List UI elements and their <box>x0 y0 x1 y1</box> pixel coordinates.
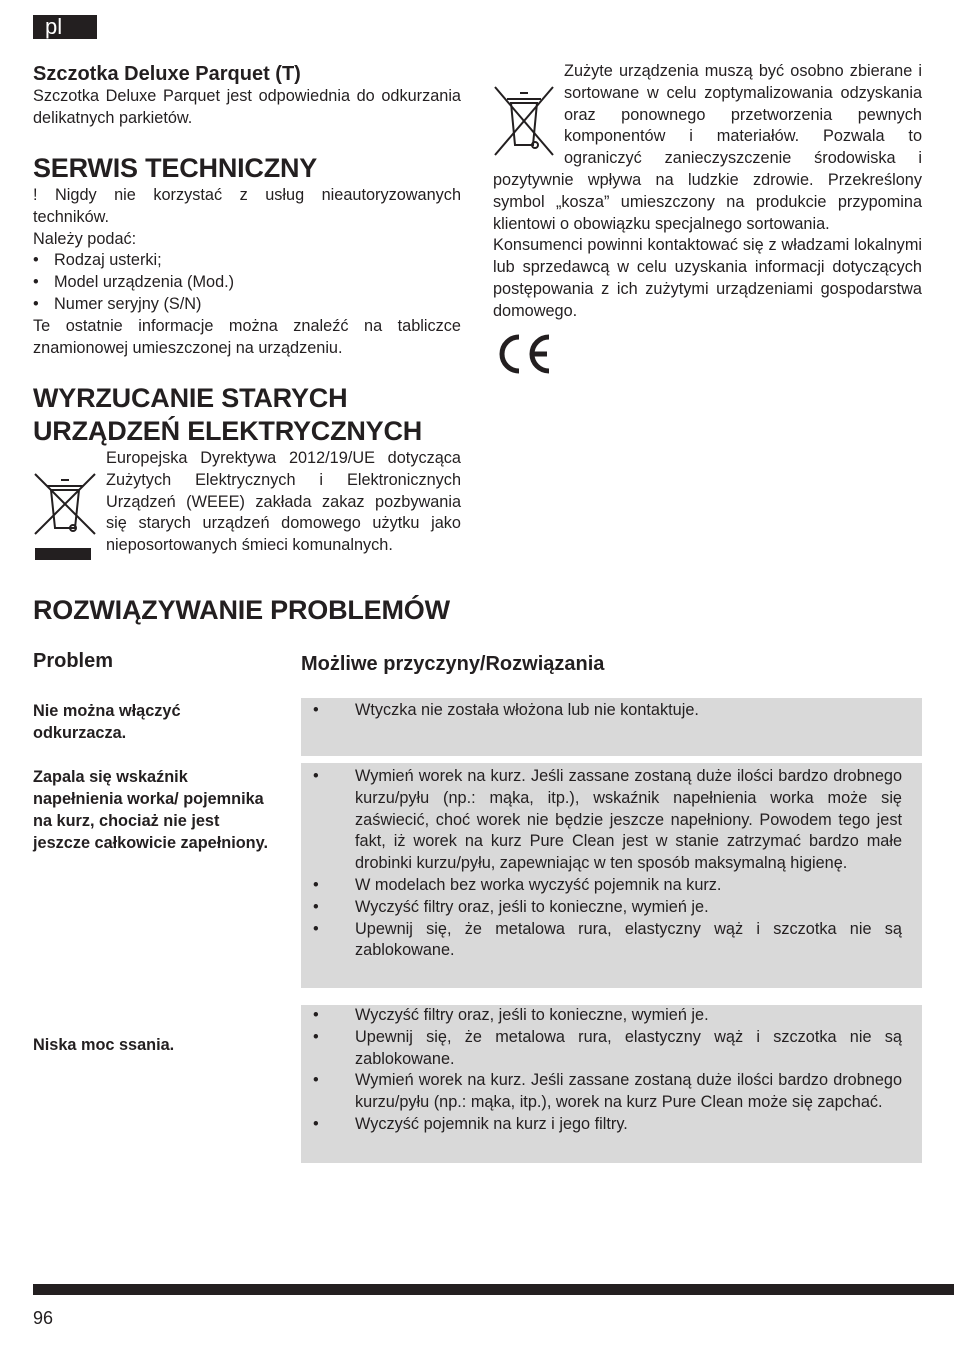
list-item: • Wymień worek na kurz. Jeśli zassane zostaną duże ilości bardzo drobnego kurzu/pyłu (np.: mąka, itp.), worek na kurz Pure Clean może się zapchać. <box>355 1070 902 1114</box>
brush-title: Szczotka Deluxe Parquet (T) <box>33 63 301 85</box>
list-item: • Upewnij się, że metalowa rura, elastyczny wąż i szczotka nie są zablokowane. <box>355 919 902 963</box>
brush-section <box>33 62 461 130</box>
list-item: • W modelach bez worka wyczyść pojemnik na kurz. <box>355 875 902 897</box>
list-item: • Numer seryjny (S/N) <box>33 294 461 316</box>
recycling-section <box>493 61 922 377</box>
list-item: • Wyczyść filtry oraz, jeśli to konieczne, wymień je. <box>355 897 902 919</box>
page-number: 96 <box>33 1308 54 1328</box>
solution-box <box>301 1005 922 1163</box>
service-provide: Należy podać: <box>33 229 137 248</box>
solution-box <box>301 763 922 988</box>
problem-cell: Niska moc ssania. <box>33 1036 175 1054</box>
list-item: • Wyczyść pojemnik na kurz i jego filtry. <box>355 1114 902 1136</box>
column-header-solutions: Możliwe przyczyny/Rozwiązania <box>301 653 605 675</box>
solution-list <box>355 1005 902 1136</box>
disposal-section <box>33 382 461 580</box>
list-item: • Wyczyść filtry oraz, jeśli to konieczne, wymień je. <box>355 1005 902 1027</box>
crossed-bin-icon <box>493 83 555 167</box>
list-item: • Model urządzenia (Mod.) <box>33 272 461 294</box>
solution-list <box>355 700 902 722</box>
service-plate-info: Te ostatnie informacje można znaleźć na tabliczce znamionowej umieszczonej na urządzeniu. <box>33 316 461 357</box>
troubleshooting-title: ROZWIĄZYWANIE PROBLEMÓW <box>33 595 450 625</box>
list-item: • Wymień worek na kurz. Jeśli zassane zostaną duże ilości bardzo drobnego kurzu/pyłu (np.: mąka, itp.), wskaźnik napełnienia worka może się zaświecić, choć worek nie będzie jeszcze napełniony. Powodem tego jest fakt, iż worek na kurz Pure Clean jest w stanie zatrzymać bardzo małe drobinki kurzu/pyłu, zapewniając w ten sposób maksymalną higienę. <box>355 766 902 875</box>
crossed-bin-icon <box>33 470 97 580</box>
recycling-text: Zużyte urządzenia muszą być osobno zbierane i sortowane w celu zoptymalizowania odzyskania oraz ponownego przetworzenia pewnych komponentów i materiałów. Pozwala to ograniczyć zanieczyszczenie środowiska i pozytywnie wpływa na ludzkie zdrowie. Przekreślony symbol „kosza” umieszczony na produkcie przypomina klientowi o obowiązku specjalnego sortowania. <box>493 62 922 233</box>
list-item: • Wtyczka nie została włożona lub nie kontaktuje. <box>355 700 902 722</box>
problem-cell: Nie można włączyć odkurzacza. <box>33 702 181 742</box>
service-warning: ! Nigdy nie korzystać z usług nieautoryzowanych techników. <box>33 186 461 226</box>
list-item: • Rodzaj usterki; <box>33 250 461 272</box>
column-header-problem: Problem <box>33 650 114 672</box>
disposal-title-line2: URZĄDZEŃ ELEKTRYCZNYCH <box>33 416 423 446</box>
ce-mark-icon <box>493 331 553 377</box>
disposal-title-line1: WYRZUCANIE STARYCH <box>33 383 348 413</box>
solution-list <box>355 766 902 962</box>
consumer-contact-text: Konsumenci powinni kontaktować się z władzami lokalnymi lub sprzedawcą w celu uzyskania informacji dotyczących postępowania z ich zużytymi urządzeniami gospodarstwa domowego. <box>493 236 922 320</box>
service-list <box>33 250 461 315</box>
footer-bar <box>33 1284 954 1295</box>
recycling-text-block <box>493 61 922 235</box>
brush-text: Szczotka Deluxe Parquet jest odpowiednia do odkurzania delikatnych parkietów. <box>33 87 461 127</box>
disposal-text-block <box>33 448 461 557</box>
service-section <box>33 152 461 359</box>
language-tab: pl <box>33 15 97 39</box>
solution-box <box>301 698 922 756</box>
list-item: • Upewnij się, że metalowa rura, elastyczny wąż i szczotka nie są zablokowane. <box>355 1027 902 1071</box>
disposal-directive-text: Europejska Dyrektywa 2012/19/UE dotycząca Zużytych Elektrycznych i Elektronicznych Urządzeń (WEEE) zakłada zakaz pozbywania się starych urządzeń domowego użytku jako nieposortowanych śmieci komunalnych. <box>106 449 461 555</box>
problem-cell: Zapala się wskaźnik napełnienia worka/ pojemnika na kurz, chociaż nie jest jeszcze całkowicie zapełniony. <box>33 768 268 852</box>
service-title: SERWIS TECHNICZNY <box>33 153 318 183</box>
